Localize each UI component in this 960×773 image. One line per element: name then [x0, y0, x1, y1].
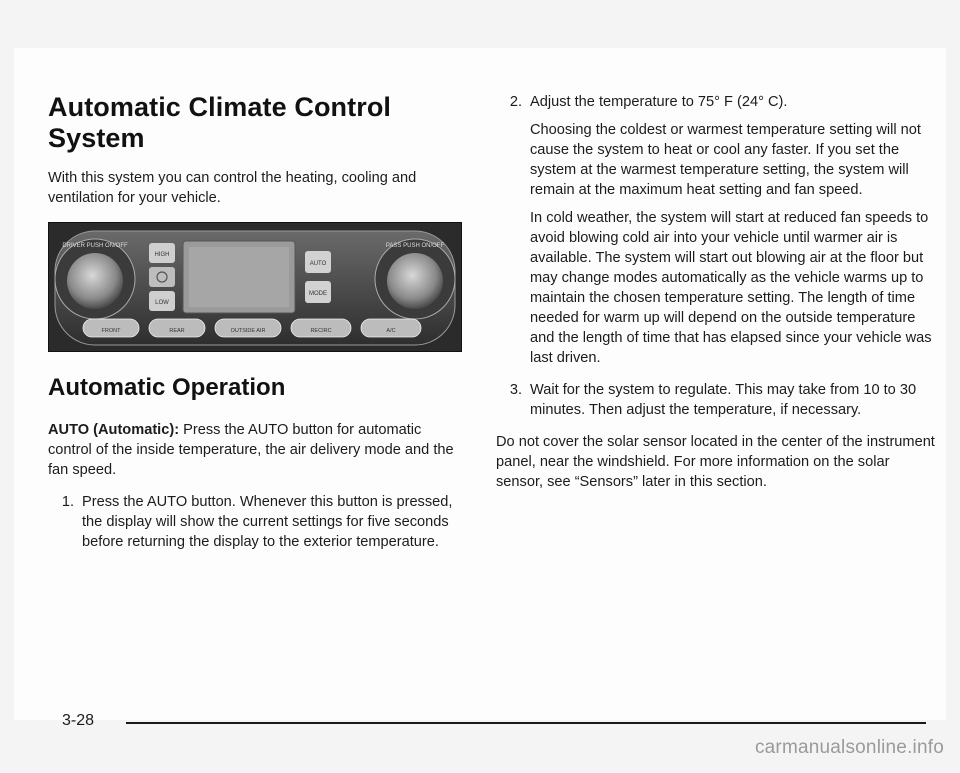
subheading: Automatic Operation [48, 374, 286, 401]
panel-illustration [49, 223, 461, 351]
rear-defog-label: REAR [169, 328, 185, 334]
step-item [496, 92, 938, 368]
fan-high-label: HIGH [154, 252, 170, 258]
step-item [48, 492, 460, 552]
auto-description: Press the AUTO button for automatic control of the inside temperature, the air delivery mode and the fan speed. [48, 422, 454, 478]
fan-icon [149, 267, 175, 287]
left-column [48, 92, 460, 552]
manual-page [14, 48, 946, 729]
passenger-knob-label: PASS PUSH ON/OFF [385, 243, 445, 249]
auto-paragraph [48, 420, 460, 480]
outside-air-label: OUTSIDE AIR [230, 328, 266, 334]
watermark: carmanualsonline.info [754, 737, 944, 758]
step-text: In cold weather, the system will start at reduced fan speeds to avoid blowing cold air into your vehicle until warmer air is available. The system will start out blowing air at the floor but may change modes automatically as the vehicle warms up to maintain the chosen temperature setting. The length of time needed for warm up will depend on the outside temperature and the length of time that has elapsed since your vehicle was last driven. [530, 210, 932, 366]
step-number: 3. [509, 382, 522, 398]
intro-paragraph: With this system you can control the heating, cooling and ventilation for your vehicle. [48, 170, 417, 206]
footer-divider [126, 722, 926, 724]
right-column [496, 92, 938, 492]
recirc-label: RECIRC [310, 328, 332, 334]
step-number: 1. [61, 494, 74, 510]
step-text: Wait for the system to regulate. This may take from 10 to 30 minutes. Then adjust the temperature, if necessary. [530, 382, 917, 418]
mode-button-label: MODE [309, 291, 327, 297]
fan-low-label: LOW [155, 300, 169, 306]
step-item [496, 380, 938, 420]
step-text: Choosing the coldest or warmest temperature setting will not cause the system to heat or cool any faster. If you set the system at the warmest temperature setting, the system will remain at the maximum heat setting and fan speed. [530, 122, 921, 198]
page-number: 3-28 [62, 712, 95, 729]
driver-knob-label: DRIVER PUSH ON/OFF [62, 243, 128, 249]
ac-label: A/C [386, 328, 396, 334]
step-text: Adjust the temperature to 75° F (24° C). [530, 94, 788, 110]
step-text: Press the AUTO button. Whenever this button is pressed, the display will show the current settings for five seconds before returning the display to the exterior temperature. [82, 494, 453, 550]
auto-term: AUTO (Automatic): [48, 422, 180, 438]
section-heading: Automatic Climate Control System [48, 92, 392, 153]
step-number: 2. [509, 94, 522, 110]
closing-paragraph: Do not cover the solar sensor located in the center of the instrument panel, near the windshield. For more information on the solar sensor, see “Sensors” later in this section. [496, 434, 935, 490]
front-defrost-label: FRONT [101, 328, 121, 334]
climate-control-panel-photo [48, 222, 462, 352]
auto-button-label: AUTO [309, 261, 327, 267]
